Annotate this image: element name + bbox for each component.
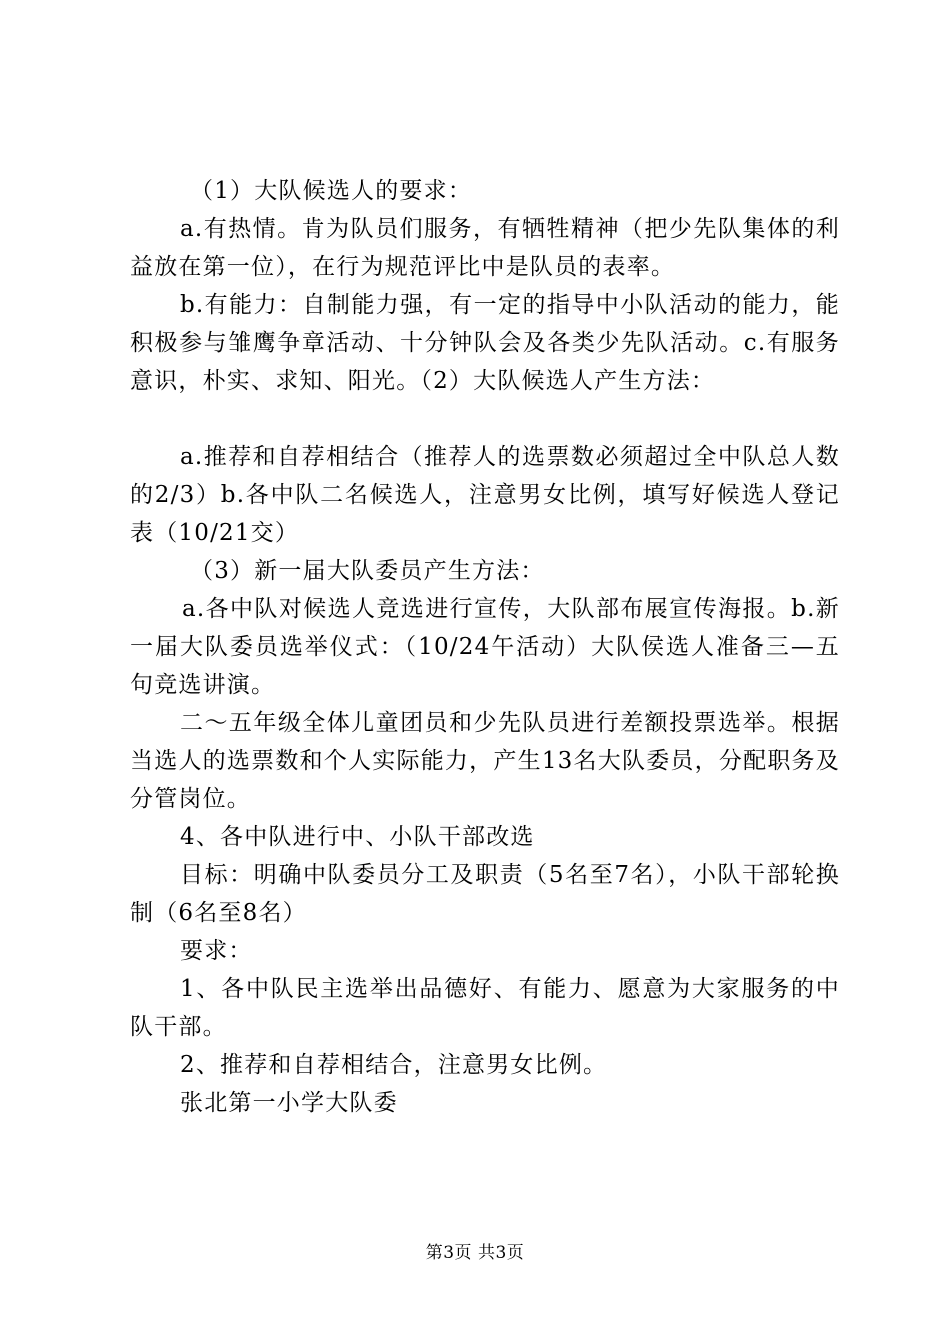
page-number-footer: 第3页 共3页 bbox=[425, 1243, 525, 1263]
paragraph-committee-election-heading: （3）新一届大队委员产生方法： bbox=[190, 558, 545, 584]
paragraph-requirement-2: 2、推荐和自荐相结合，注意男女比例。 bbox=[180, 1052, 608, 1078]
paragraph-nomination-method: a.推荐和自荐相结合（推荐人的选票数必须超过全中队总人数的2/3）b.各中队二名候选人，注意男女比例，填写好候选人登记表（10/21交） bbox=[130, 444, 840, 546]
paragraph-spacer bbox=[130, 400, 840, 438]
paragraph-voting: 二～五年级全体儿童团员和少先队员进行差额投票选举。根据当选人的选票数和个人实际能力，产生13名大队委员，分配职务及分管岗位。 bbox=[130, 710, 840, 812]
paragraph-election-ceremony: a.各中队对候选人竞选进行宣传，大队部布展宣传海报。b.新一届大队委员选举仪式：（10/24午活动）大队侯选人准备三—五句竞选讲演。 bbox=[130, 596, 840, 698]
paragraph-requirements-label: 要求： bbox=[180, 938, 253, 964]
paragraph-goal: 目标：明确中队委员分工及职责（5名至7名），小队干部轮换制（6名至8名） bbox=[130, 862, 840, 926]
paragraph-requirement-1: 1、各中队民主选举出品德好、有能力、愿意为大家服务的中队干部。 bbox=[130, 976, 840, 1040]
paragraph-signature-organization: 张北第一小学大队委 bbox=[180, 1090, 398, 1116]
paragraph-candidate-requirements-heading: （1）大队候选人的要求： bbox=[190, 178, 473, 204]
paragraph-requirement-ability: b.有能力：自制能力强，有一定的指导中小队活动的能力，能积极参与雏鹰争章活动、十分钟队会及各类少先队活动。c.有服务意识，朴实、求知、阳光。（2）大队候选人产生方法： bbox=[130, 292, 840, 394]
paragraph-requirement-enthusiasm: a.有热情。肯为队员们服务，有牺牲精神（把少先队集体的利益放在第一位），在行为规范评比中是队员的表率。 bbox=[130, 216, 840, 280]
document-body bbox=[130, 172, 840, 1122]
paragraph-squad-reelection-heading: 4、各中队进行中、小队干部改选 bbox=[180, 824, 535, 850]
